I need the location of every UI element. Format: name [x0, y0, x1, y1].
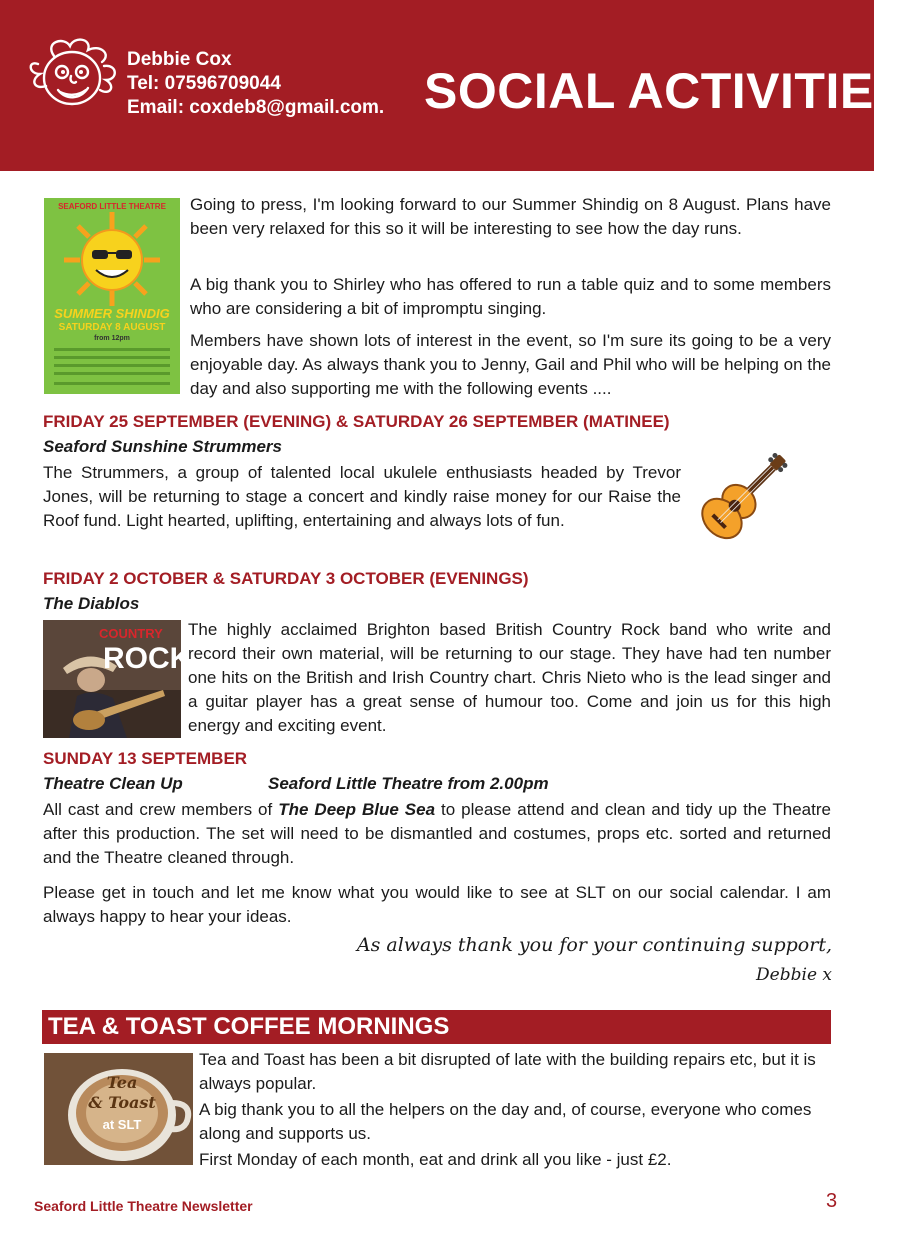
page-number: 3 — [826, 1190, 838, 1212]
ukulele-icon — [692, 440, 800, 546]
page-title: SOCIAL ACTIVITIES — [424, 63, 908, 119]
contact-details — [127, 48, 384, 120]
contact-email: Email: coxdeb8@gmail.com. — [127, 97, 385, 118]
intro-paragraph-1: Going to press, I'm looking forward to our Summer Shindig on 8 August. Plans have been very relaxed for this so it will be interesting to see how the day runs. — [190, 195, 831, 238]
event1-heading: FRIDAY 25 SEPTEMBER (EVENING) & SATURDAY 26 SEPTEMBER (MATINEE) — [43, 412, 670, 431]
page-header — [0, 0, 908, 171]
intro-paragraph-2: A big thank you to Shirley who has offered to run a table quiz and to some members who are considering a bit of impromptu singing. — [190, 275, 831, 318]
tea-paragraph-2: A big thank you to all the helpers on the day and, of course, everyone who comes along and supports us. — [199, 1100, 812, 1143]
cartoon-face-logo — [24, 34, 120, 112]
poster-time: from 12pm — [94, 335, 130, 342]
tea-paragraph-1: Tea and Toast has been a bit disrupted of late with the building repairs etc, but it is always popular. — [199, 1050, 816, 1093]
production-title: The Deep Blue Sea — [278, 800, 436, 819]
tea-paragraph-3: First Monday of each month, eat and drink all you like - just £2. — [199, 1150, 672, 1169]
event3-text-end: to please attend and clean and tidy up the Theatre after this production. The set will need to be dismantled and costumes, props etc. sorted and returned and the Theatre cleaned through. — [43, 800, 831, 867]
event3-subheading-right: Seaford Little Theatre from 2.00pm — [268, 774, 549, 793]
signature: Debbie x — [756, 965, 832, 985]
event3-text — [43, 798, 831, 870]
tea-toast-image — [44, 1053, 193, 1165]
contact-phone: Tel: 07596709044 — [127, 73, 281, 94]
image-text-tea: Tea — [106, 1073, 138, 1092]
image-text-at-slt: at SLT — [102, 1117, 142, 1132]
image-text-country: COUNTRY — [99, 626, 163, 641]
image-text-toast: & Toast — [88, 1093, 156, 1112]
event3-heading: SUNDAY 13 SEPTEMBER — [43, 749, 248, 768]
event2-heading: FRIDAY 2 OCTOBER & SATURDAY 3 OCTOBER (EVENINGS) — [43, 569, 529, 588]
contact-name: Debbie Cox — [127, 49, 232, 70]
event2-text: The highly acclaimed Brighton based British Country Rock band who write and record their own material, will be returning to our stage. They have had ten number one hits on the British and Irish Country chart. Chris Nieto who is the lead singer and a guitar player has a great sense of humour too. Come and join us for this high energy and exciting event. — [188, 620, 831, 735]
event2-subheading: The Diablos — [43, 594, 140, 613]
image-text-rock: ROCK — [103, 642, 192, 675]
closing-text: Please get in touch and let me know what you would like to see at SLT on our social calendar. I am always happy to hear your ideas. — [43, 883, 831, 926]
signoff-line: As always thank you for your continuing support, — [356, 934, 832, 956]
event3-subheading-left: Theatre Clean Up — [43, 774, 183, 793]
event1-subheading: Seaford Sunshine Strummers — [43, 437, 283, 456]
footer-newsletter-name: Seaford Little Theatre Newsletter — [34, 1198, 253, 1214]
section-bar-tea-toast — [42, 1010, 831, 1044]
intro-paragraph-3: Members have shown lots of interest in the event, so I'm sure its going to be a very enjoyable day. As always thank you to Jenny, Gail and Phil who will be helping on the day and also supporting me with the following events .... — [190, 331, 831, 398]
poster-date: SATURDAY 8 AUGUST — [58, 322, 166, 333]
poster-theatre-name: SEAFORD LITTLE THEATRE — [58, 202, 166, 211]
summer-shindig-poster — [44, 198, 180, 394]
country-rock-image — [43, 620, 192, 738]
tea-toast-title: TEA & TOAST COFFEE MORNINGS — [48, 1013, 450, 1040]
poster-title: SUMMER SHINDIG — [54, 306, 170, 321]
event3-text-start: All cast and crew members of — [43, 800, 279, 819]
event1-text: The Strummers, a group of talented local ukulele enthusiasts headed by Trevor Jones, will be returning to stage a concert and kindly raise money for our Raise the Roof fund. Light hearted, uplifting, entertaining and always lots of fun. — [43, 463, 681, 530]
